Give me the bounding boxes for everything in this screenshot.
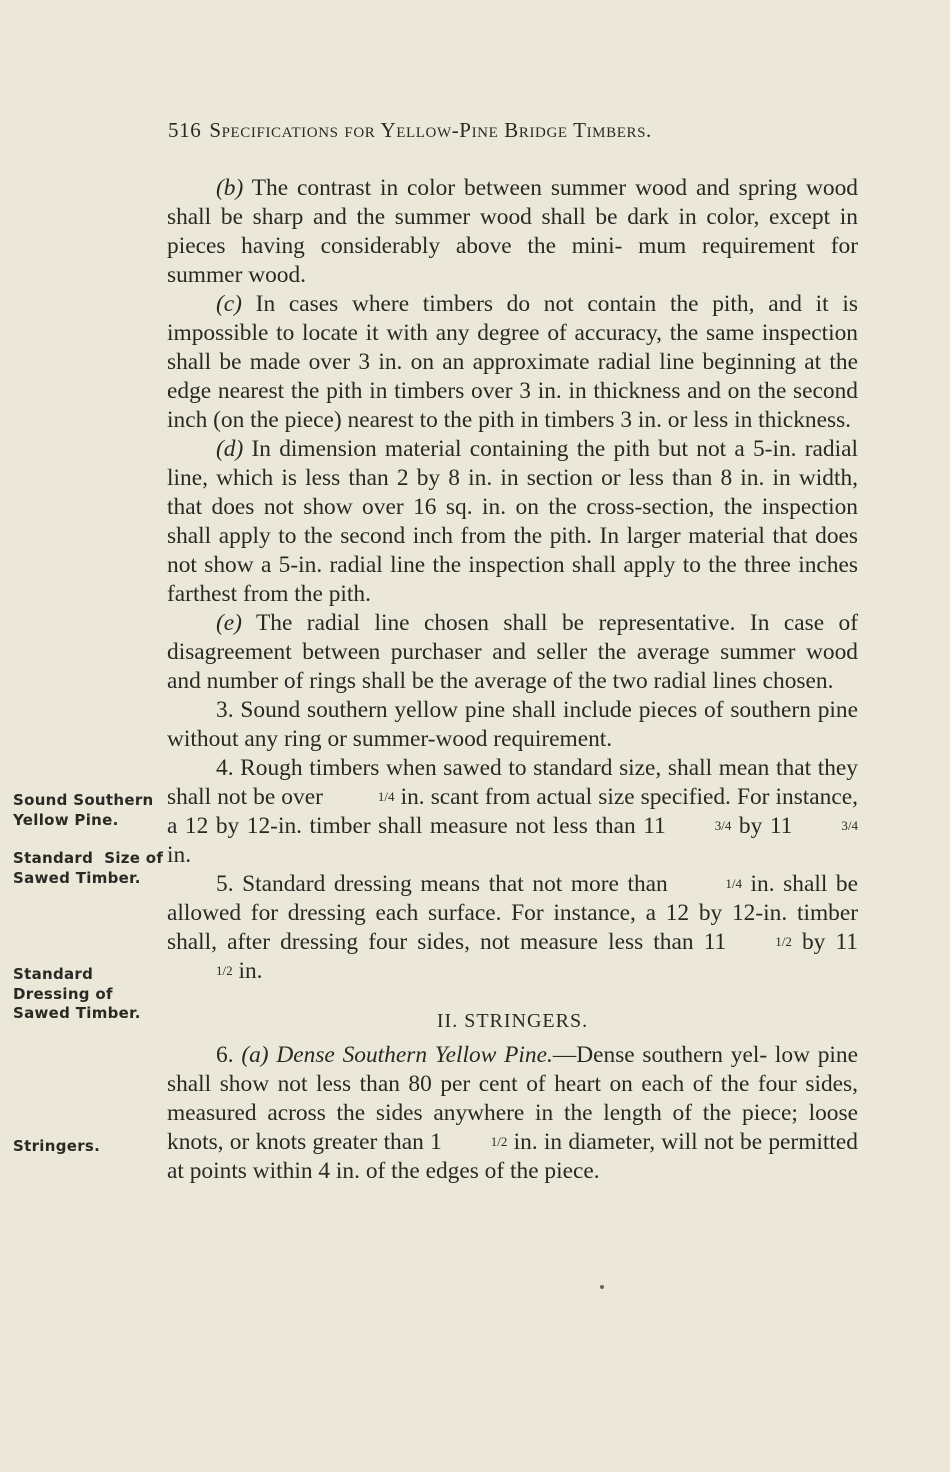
paragraph-text: The contrast in color between summer wood and spring wood shall be sharp and the summer wood shall be dark in color, except in pieces having considerably above the mini- mum requirement for summer wood. xyxy=(167,175,858,288)
paragraph-text: in. scant from actual size specified. For instance, a 12 by 12-in. timber shall measure not less than 11 xyxy=(167,784,858,839)
item-label: (e) xyxy=(216,610,242,636)
paragraph-text: in. in diameter, will not be permitted at points within 4 in. of the edges of the piece. xyxy=(167,1129,858,1184)
paragraph-6 xyxy=(167,1041,858,1186)
paragraph-text: 5. Standard dressing means that not more than xyxy=(216,871,677,897)
running-head xyxy=(168,118,858,143)
margin-note-line: Stringers. xyxy=(13,1137,101,1155)
fraction: 1/2 xyxy=(216,963,233,978)
section-heading: II. STRINGERS. xyxy=(436,1010,589,1032)
paragraph-number: 6. xyxy=(216,1042,242,1068)
page-title: Specifications for Yellow-Pine Bridge Timbers. xyxy=(209,118,652,142)
margin-note-stringers xyxy=(13,1137,163,1157)
margin-note-line: Standard Size of xyxy=(13,849,164,867)
paragraph-text: by 11 xyxy=(731,813,793,839)
paragraph-text: in. xyxy=(232,958,263,984)
fraction: 3/4 xyxy=(841,818,858,833)
margin-note-standard-dressing xyxy=(13,965,163,1024)
margin-note-line: Yellow Pine. xyxy=(13,810,119,829)
margin-note-line: Sawed Timber. xyxy=(13,1004,141,1022)
fraction: 1/2 xyxy=(775,934,792,949)
paragraph-text: in. shall be allowed for dressing each surface. For instance, a 12 by 12-in. timber shall, after dressing four sides, not measure less than 11 xyxy=(167,871,859,955)
paragraph-b xyxy=(167,174,858,290)
fraction: 1/4 xyxy=(725,876,742,891)
ink-speck xyxy=(600,1285,604,1289)
paragraph-c xyxy=(167,290,858,435)
paragraph-text: In dimension material containing the pith but not a 5-in. radial line, which is less than 2 by 8 in. in section or less than 8 in. in width, that does not show over 16 sq. in. on the cross-section, the inspection shall apply to the second inch from the pith. In larger material that does not show a 5-in. radial line the inspection shall apply to the three inches farthest from the pith. xyxy=(167,436,858,607)
paragraph-d xyxy=(167,435,858,609)
paragraph-text: by 11 xyxy=(791,929,859,955)
paragraph-text: 3. Sound southern yellow pine shall include pieces of southern pine without any ring or summer-wood requirement. xyxy=(167,697,858,752)
paragraph-e xyxy=(167,609,858,696)
item-label: (d) xyxy=(216,436,244,462)
paragraph-text: In cases where timbers do not contain the pith, and it is impossible to locate it with any degree of accuracy, the same inspection shall be made over 3 in. on an approximate radial line beginning at the edge nearest the pith in timbers over 3 in. in thickness and on the second inch (on the piece) nearest to the pith in timbers 3 in. or less in thickness. xyxy=(167,291,858,433)
margin-note-standard-size xyxy=(13,849,163,888)
item-label: (c) xyxy=(216,291,242,317)
fraction: 3/4 xyxy=(714,818,732,833)
paragraph-5 xyxy=(167,870,858,986)
paragraph-text: 4. Rough timbers when sawed to standard size, shall mean that they shall not be over xyxy=(167,755,858,810)
margin-note-sound-southern-yellow-pine xyxy=(13,791,163,830)
margin-note-line: Sound Southern xyxy=(13,791,154,809)
page-number: 516 xyxy=(168,118,202,142)
body-text xyxy=(167,174,858,1186)
paragraph-text: in. xyxy=(167,842,192,868)
margin-note-line: Sawed Timber. xyxy=(13,868,141,887)
paragraph-text: The radial line chosen shall be representative. In case of disagreement between purchaser and seller the average summer wood and number of rings shall be the average of the two radial lines chosen. xyxy=(167,610,858,694)
fraction: 1/4 xyxy=(377,789,395,804)
margin-note-line: Standard xyxy=(13,965,94,983)
fraction: 1/2 xyxy=(490,1134,508,1149)
paragraph-4 xyxy=(167,754,858,870)
paragraph-3 xyxy=(167,696,858,754)
item-label: (b) xyxy=(216,175,244,201)
item-label: (a) xyxy=(241,1042,269,1068)
item-title: Dense Southern Yellow Pine. xyxy=(268,1042,553,1068)
margin-note-line: Dressing of xyxy=(13,984,113,1003)
paragraph-text: —Dense southern yel- low pine shall show not less than 80 per cent of heart on each of the four sides, measured across the sides anywhere in the length of the piece; loose knots, or knots greater than 1 xyxy=(167,1042,859,1155)
